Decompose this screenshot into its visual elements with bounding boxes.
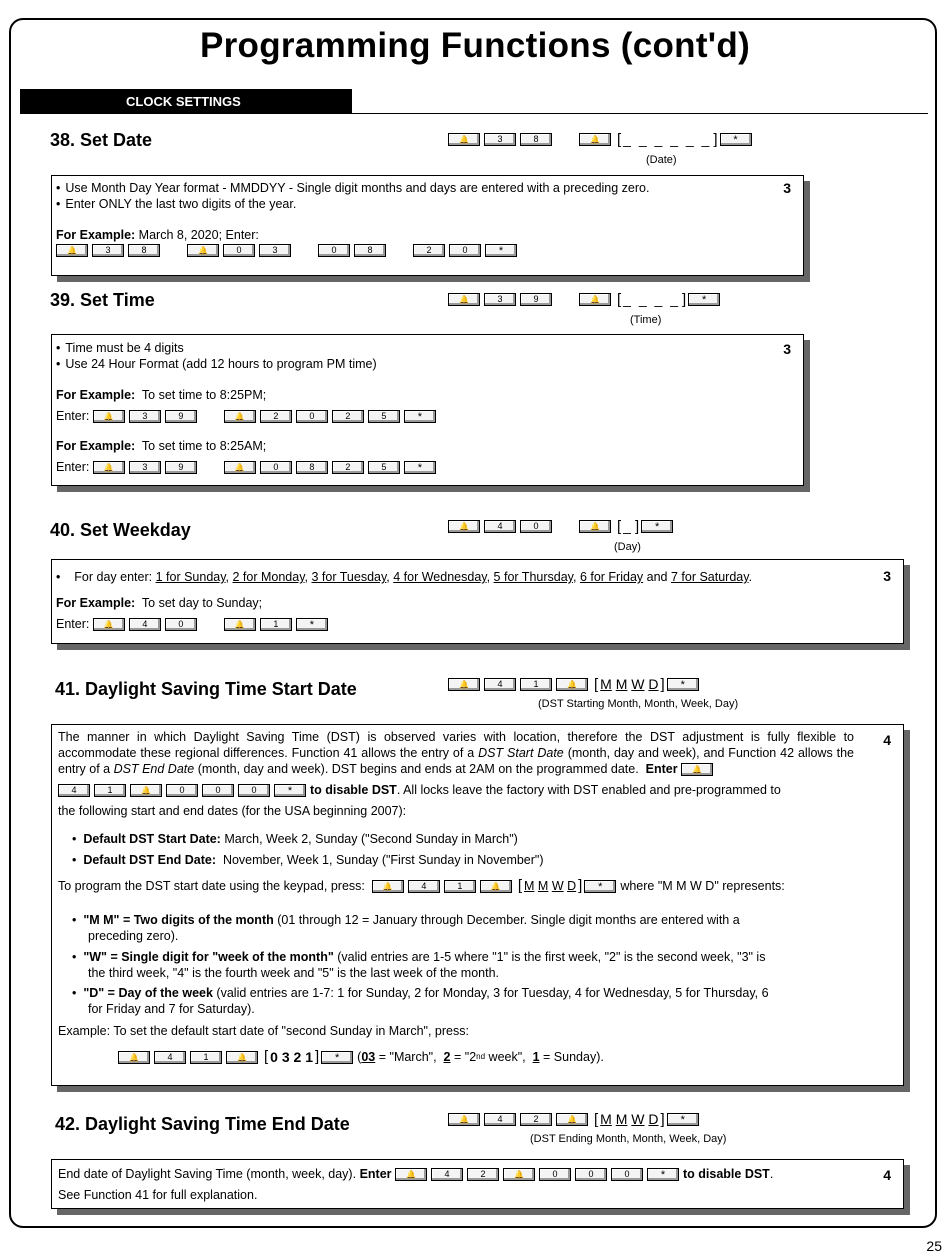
key: 1 <box>520 678 552 691</box>
text-line: See Function 41 for full explanation. <box>58 1188 258 1202</box>
caption-40: (Day) <box>614 541 641 553</box>
heading-38: 38. Set Date <box>50 130 153 150</box>
key: 0 <box>520 520 552 533</box>
example-keys <box>56 244 521 257</box>
key: 0 <box>296 410 328 423</box>
level-badge: 3 <box>783 341 791 357</box>
example-keys: 🔔 4 1 🔔 [ 0 3 2 1 ] * ( 03 = "March", 2 = "2 nd week", 1 = Sunday). <box>118 1049 604 1065</box>
key: 8 <box>520 133 552 146</box>
key: 2 <box>520 1113 552 1126</box>
keyseq-41: 🔔 4 1 🔔 [ M M W D ] * <box>448 676 703 692</box>
key: 0 <box>223 244 255 257</box>
end-line: End date of Daylight Saving Time (month, week, day). Enter 🔔 4 2 🔔 0 0 0 * to disable DST . <box>58 1166 773 1182</box>
key: 0 <box>449 244 481 257</box>
section-header: CLOCK SETTINGS <box>20 89 352 114</box>
caption-42: (DST Ending Month, Month, Week, Day) <box>530 1133 727 1145</box>
bell-key-icon <box>579 133 611 146</box>
star-key-icon <box>485 244 517 257</box>
star-key-icon <box>667 678 699 691</box>
key: 1 <box>190 1051 222 1064</box>
heading-39: 39. Set Time <box>50 290 155 310</box>
bell-key-icon <box>224 461 256 474</box>
key: 3 <box>484 133 516 146</box>
keyseq-38: 🔔 3 8 🔔 [ _ _ _ _ _ _ ] * <box>448 131 756 147</box>
mm-def: • "M M" = Two digits of the month (01 through 12 = January through December. Single digit months are entered with a <box>72 913 740 927</box>
key: 2 <box>413 244 445 257</box>
bullet: • Use 24 Hour Format (add 12 hours to program PM time) <box>56 356 377 372</box>
star-key-icon <box>404 461 436 474</box>
key: 0 <box>318 244 350 257</box>
bell-key-icon <box>372 880 404 893</box>
key: 0 <box>166 784 198 797</box>
bell-key-icon <box>503 1168 535 1181</box>
bell-key-icon <box>579 293 611 306</box>
bell-key-icon <box>226 1051 258 1064</box>
star-key-icon <box>641 520 673 533</box>
level-badge: 3 <box>783 180 791 196</box>
key: 9 <box>165 461 197 474</box>
star-key-icon <box>274 784 306 797</box>
w-def-cont: the third week, "4" is the fourth week and "5" is the last week of the month. <box>88 966 500 980</box>
key: 0 <box>539 1168 571 1181</box>
bell-key-icon <box>118 1051 150 1064</box>
bell-key-icon <box>448 1113 480 1126</box>
example-line: For Example: To set time to 8:25AM; <box>56 439 267 453</box>
w-def: • "W" = Single digit for "week of the month" (valid entries are 1-5 where "1" is the first week, "2" is the second week, "3" is <box>72 950 766 964</box>
bell-key-icon <box>448 678 480 691</box>
key: 4 <box>484 520 516 533</box>
key: 3 <box>129 461 161 474</box>
default-start: • Default DST Start Date: March, Week 2, Sunday ("Second Sunday in March") <box>72 832 518 846</box>
key: 1 <box>260 618 292 631</box>
key: 1 <box>444 880 476 893</box>
key: 4 <box>484 1113 516 1126</box>
star-key-icon <box>688 293 720 306</box>
key: 4 <box>484 678 516 691</box>
bell-key-icon <box>130 784 162 797</box>
key: 0 <box>575 1168 607 1181</box>
mm-def-cont: preceding zero). <box>88 929 179 943</box>
bell-key-icon <box>224 410 256 423</box>
key: 3 <box>92 244 124 257</box>
bell-key-icon <box>556 1113 588 1126</box>
key: 9 <box>520 293 552 306</box>
key: 4 <box>431 1168 463 1181</box>
program-line: To program the DST start date using the keypad, press: 🔔 4 1 🔔 [ M M W D ] * where "M M W D" represents: <box>58 878 785 894</box>
star-key-icon <box>720 133 752 146</box>
example-line: For Example: To set day to Sunday; <box>56 596 263 610</box>
key: 0 <box>165 618 197 631</box>
star-key-icon <box>647 1168 679 1181</box>
example-line: Example: To set the default start date of "second Sunday in March", press: <box>58 1024 469 1038</box>
box-39 <box>51 334 804 486</box>
bell-key-icon <box>480 880 512 893</box>
example-line: For Example: To set time to 8:25PM; <box>56 388 267 402</box>
key: 8 <box>354 244 386 257</box>
heading-40: 40. Set Weekday <box>50 520 191 540</box>
bullet: • Enter ONLY the last two digits of the year. <box>56 196 296 212</box>
example-line: For Example: March 8, 2020; Enter: <box>56 228 259 242</box>
disable-line: 4 1 🔔 0 0 0 * to disable DST . All locks leave the factory with DST enabled and pre-programmed to <box>58 782 781 798</box>
d-def: • "D" = Day of the week (valid entries are 1-7: 1 for Sunday, 2 for Monday, 3 for Tuesday, 4 for Wednesday, 5 for Thursday, 6 <box>72 986 769 1000</box>
example-keys: Enter: 🔔 3 9 🔔 0 8 2 5 * <box>56 459 440 475</box>
heading-42: 42. Daylight Saving Time End Date <box>55 1114 350 1134</box>
level-badge: 4 <box>883 732 891 748</box>
key: 3 <box>129 410 161 423</box>
bell-key-icon <box>556 678 588 691</box>
example-keys: Enter: 🔔 4 0 🔔 1 * <box>56 616 332 632</box>
key: 2 <box>332 410 364 423</box>
key: 5 <box>368 410 400 423</box>
d-def-cont: for Friday and 7 for Saturday). <box>88 1002 255 1016</box>
key: 3 <box>259 244 291 257</box>
bell-key-icon <box>224 618 256 631</box>
page-title: Programming Functions (cont'd) <box>199 26 751 65</box>
weekday-list: • For day enter: 1 for Sunday, 2 for Monday, 3 for Tuesday, 4 for Wednesday, 5 for Thursday, 6 for Friday and 7 for Saturday. <box>56 570 753 584</box>
bell-key-icon <box>187 244 219 257</box>
key: 0 <box>202 784 234 797</box>
level-badge: 3 <box>883 568 891 584</box>
key: 8 <box>296 461 328 474</box>
section-rule <box>352 113 928 114</box>
bell-key-icon <box>395 1168 427 1181</box>
bell-key-icon <box>93 618 125 631</box>
page-number: 25 <box>926 1238 942 1254</box>
star-key-icon <box>321 1051 353 1064</box>
key: 0 <box>611 1168 643 1181</box>
key: 0 <box>260 461 292 474</box>
keyseq-39: 🔔 3 9 🔔 [ _ _ _ _ ] * <box>448 291 724 307</box>
caption-38: (Date) <box>646 154 677 166</box>
caption-41: (DST Starting Month, Month, Week, Day) <box>538 698 739 710</box>
example-keys: Enter: 🔔 3 9 🔔 2 0 2 5 * <box>56 408 440 424</box>
bell-key-icon <box>579 520 611 533</box>
key: 3 <box>484 293 516 306</box>
bell-key-icon <box>681 763 713 776</box>
bullet: • Use Month Day Year format - MMDDYY - Single digit months and days are entered with a preceding zero. <box>56 180 649 196</box>
key: 4 <box>408 880 440 893</box>
box-41 <box>51 724 904 1086</box>
key: 5 <box>368 461 400 474</box>
default-end: • Default DST End Date: November, Week 1, Sunday ("First Sunday in November") <box>72 853 544 867</box>
bell-key-icon <box>93 410 125 423</box>
key: 2 <box>467 1168 499 1181</box>
keyseq-42: 🔔 4 2 🔔 [ M M W D ] * <box>448 1111 703 1127</box>
key: 4 <box>129 618 161 631</box>
text-line: the following start and end dates (for the USA beginning 2007): <box>58 804 407 818</box>
key: 2 <box>260 410 292 423</box>
caption-39: (Time) <box>630 314 662 326</box>
heading-41: 41. Daylight Saving Time Start Date <box>55 679 357 699</box>
star-key-icon <box>667 1113 699 1126</box>
box-42 <box>51 1159 904 1209</box>
bell-key-icon <box>93 461 125 474</box>
key: 1 <box>94 784 126 797</box>
star-key-icon <box>296 618 328 631</box>
key: 0 <box>238 784 270 797</box>
bell-key-icon <box>448 133 480 146</box>
bell-key-icon <box>448 520 480 533</box>
star-key-icon <box>404 410 436 423</box>
level-badge: 4 <box>883 1167 891 1183</box>
key: 9 <box>165 410 197 423</box>
bell-key-icon <box>56 244 88 257</box>
key: 4 <box>154 1051 186 1064</box>
key: 2 <box>332 461 364 474</box>
star-key-icon <box>584 880 616 893</box>
key: 4 <box>58 784 90 797</box>
key: 8 <box>128 244 160 257</box>
box-40 <box>51 559 904 644</box>
keyseq-40: 🔔 4 0 🔔 [ _ ] * <box>448 518 677 534</box>
bullet: • Time must be 4 digits <box>56 340 184 356</box>
bell-key-icon <box>448 293 480 306</box>
dst-paragraph: The manner in which Daylight Saving Time (DST) is observed varies with location, therefore the DST adjustment is fully flexible to accommodate these regional differences. Function 41 allows the entry of a DST Start Date (month, day and week), and Function 42 allows the entry of a DST End Date (month, day and week). DST begins and ends at 2AM on the programmed date. Enter 🔔 <box>58 729 854 777</box>
box-38 <box>51 175 804 276</box>
